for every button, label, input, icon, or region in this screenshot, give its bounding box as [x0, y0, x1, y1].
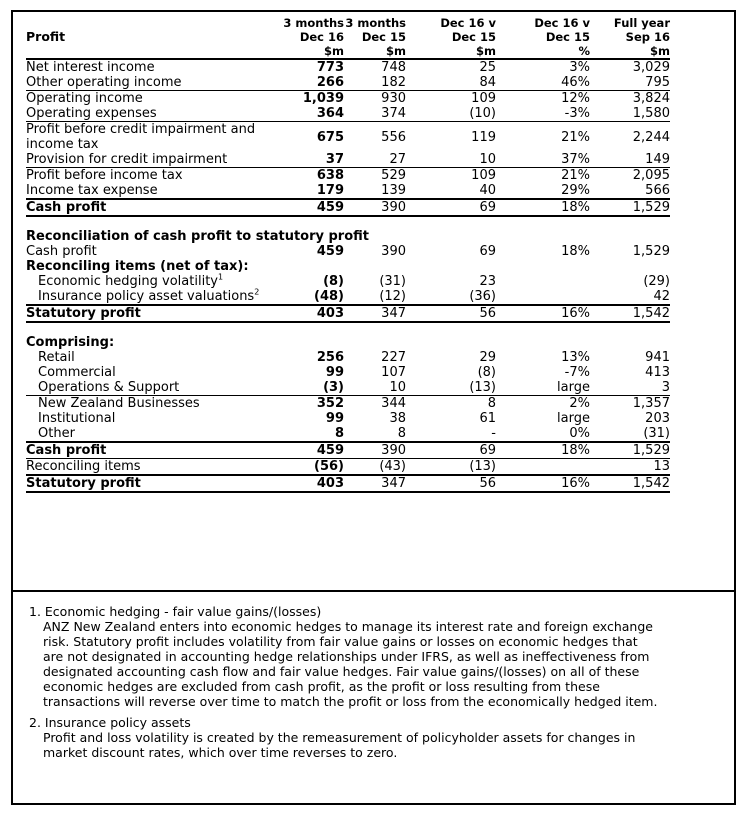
- cell: 459: [274, 199, 344, 216]
- cell: (8): [323, 274, 344, 289]
- table-row-total: [26, 305, 670, 322]
- cell: 139: [381, 183, 406, 198]
- cell: (13): [406, 459, 496, 476]
- cell: 23: [479, 274, 496, 289]
- cell: 347: [344, 305, 406, 322]
- col-header: %: [496, 44, 590, 59]
- col-header: Dec 15: [451, 30, 496, 44]
- cell: 256: [316, 350, 344, 365]
- cell: 347: [344, 475, 406, 492]
- row-label: Statutory profit: [26, 305, 274, 322]
- table-row: [26, 350, 670, 365]
- table-row: [26, 122, 670, 153]
- col-header: 3 months: [283, 16, 344, 30]
- cell: 182: [344, 75, 406, 91]
- row-label: New Zealand Businesses: [26, 396, 274, 412]
- row-label: Operating expenses: [26, 106, 157, 121]
- section-heading-row: [26, 259, 670, 274]
- cell: (48): [314, 289, 344, 304]
- cell: 1,357: [590, 396, 670, 412]
- cell: 748: [381, 60, 406, 75]
- cell: 203: [645, 411, 670, 426]
- cell: 403: [274, 305, 344, 322]
- table-title: Profit: [26, 29, 66, 44]
- cell: 38: [389, 411, 406, 426]
- cell: 773: [316, 60, 344, 75]
- table-row: [26, 168, 670, 184]
- cell: 795: [590, 75, 670, 91]
- footnote-line: designated accounting cash flow and fair value hedges. Fair value gains/(losses) on all of these: [43, 664, 640, 679]
- cell: 21%: [496, 122, 590, 153]
- footnote-line: ANZ New Zealand enters into economic hedges to manage its interest rate and foreign exchange: [43, 619, 653, 634]
- cell: (10): [406, 106, 496, 122]
- row-label: [26, 122, 274, 153]
- table-row: [26, 59, 670, 75]
- cell: 8: [406, 396, 496, 412]
- cell: 390: [344, 199, 406, 216]
- row-label: Provision for credit impairment: [26, 152, 228, 167]
- cell: 0%: [569, 426, 590, 441]
- cell: (36): [469, 289, 496, 304]
- col-header: $m: [406, 44, 496, 59]
- footnote-line: transactions will reverse over time to match the profit or loss from the economically hedged item.: [43, 694, 658, 709]
- cell: 18%: [496, 199, 590, 216]
- col-header: $m: [274, 44, 344, 59]
- cell: 16%: [496, 305, 590, 322]
- cell: 40: [479, 183, 496, 198]
- cell: 179: [316, 183, 344, 198]
- table-row: [26, 459, 670, 476]
- cell: 459: [274, 442, 344, 459]
- row-label-text: Economic hedging volatility: [38, 274, 218, 289]
- row-label: Net interest income: [26, 60, 155, 75]
- footnote-1-body: [29, 619, 720, 709]
- section-heading: Reconciliation of cash profit to statutory profit: [26, 229, 370, 244]
- footnote-1-title: 1. Economic hedging - fair value gains/(losses): [29, 604, 322, 619]
- row-label: Other operating income: [26, 75, 182, 90]
- table-row: [26, 106, 670, 122]
- cell: 16%: [496, 475, 590, 492]
- table-row: [26, 426, 670, 442]
- table-row: [26, 365, 670, 380]
- row-label-text: Insurance policy asset valuations: [38, 289, 255, 304]
- row-label: Commercial: [38, 365, 116, 380]
- cell: 3,824: [590, 91, 670, 107]
- cell: 10: [344, 380, 406, 396]
- cell: 18%: [496, 442, 590, 459]
- row-label-line: income tax: [26, 137, 99, 152]
- cell: (56): [274, 459, 344, 476]
- table-row: [26, 152, 670, 168]
- cell: 69: [479, 244, 496, 259]
- cell: 403: [274, 475, 344, 492]
- row-label: Operating income: [26, 91, 274, 107]
- cell: 84: [406, 75, 496, 91]
- cell: [496, 459, 590, 476]
- footnote-line: Profit and loss volatility is created by the remeasurement of policyholder assets for changes in: [43, 730, 636, 745]
- cell: 109: [406, 168, 496, 184]
- footnote-line: market discount rates, which over time reverses to zero.: [43, 745, 398, 760]
- table-row: [26, 75, 670, 91]
- cell: 10: [406, 152, 496, 168]
- cell: 529: [344, 168, 406, 184]
- cell: -3%: [496, 106, 590, 122]
- table-row-total: [26, 475, 670, 492]
- footnote-2-body: [29, 730, 720, 760]
- cell: 99: [325, 411, 344, 426]
- col-header: 3 months: [345, 16, 406, 30]
- cell: 1,542: [590, 305, 670, 322]
- section-heading-row: [26, 229, 670, 244]
- table-row: [26, 244, 670, 259]
- cell: 29%: [561, 183, 590, 198]
- col-header: $m: [344, 44, 406, 59]
- cell: 266: [274, 75, 344, 91]
- cell: 119: [406, 122, 496, 153]
- cell: (12): [379, 289, 406, 304]
- section-heading-row: [26, 335, 670, 350]
- cell: 1,542: [590, 475, 670, 492]
- footnote-line: economic hedges are excluded from cash profit, as the profit or loss resulting from these: [43, 679, 600, 694]
- cell: 99: [325, 365, 344, 380]
- cell: 42: [653, 289, 670, 304]
- cell: large: [496, 380, 590, 396]
- cell: 390: [344, 442, 406, 459]
- cell: -: [491, 426, 496, 441]
- cell: 3,029: [632, 60, 670, 75]
- cell: 13: [590, 459, 670, 476]
- cell: 69: [406, 199, 496, 216]
- cell: (13): [406, 380, 496, 396]
- cell: 18%: [561, 244, 590, 259]
- cell: 46%: [496, 75, 590, 91]
- cell: 1,580: [590, 106, 670, 122]
- cell: 61: [479, 411, 496, 426]
- col-header: Dec 15: [545, 30, 590, 44]
- footnote-ref: 1: [218, 272, 224, 282]
- col-header: Dec 16 v: [440, 16, 496, 30]
- cell: large: [557, 411, 590, 426]
- header-row-1: [26, 16, 670, 30]
- cell: 1,529: [632, 244, 670, 259]
- table-row-total: [26, 199, 670, 216]
- col-header: Dec 16 v: [534, 16, 590, 30]
- cell: 344: [344, 396, 406, 412]
- header-row-3: [26, 44, 670, 59]
- cell: 8: [397, 426, 406, 441]
- row-label: Statutory profit: [26, 475, 274, 492]
- col-header: Sep 16: [625, 30, 670, 44]
- table-row: [26, 396, 670, 412]
- cell: [496, 274, 590, 289]
- cell: 56: [406, 305, 496, 322]
- cell: 352: [274, 396, 344, 412]
- cell: 8: [334, 426, 344, 441]
- cell: 374: [344, 106, 406, 122]
- cell: 675: [274, 122, 344, 153]
- footnote-ref: 2: [254, 287, 260, 297]
- row-label: Profit before income tax: [26, 168, 274, 184]
- footnote-line: risk. Statutory profit includes volatility from fair value gains or losses on economic hedges that: [43, 634, 638, 649]
- col-header: $m: [590, 44, 670, 59]
- col-header: Dec 15: [361, 30, 406, 44]
- cell: 3: [590, 380, 670, 396]
- cell: (8): [477, 365, 496, 380]
- cell: 638: [274, 168, 344, 184]
- table-row: [26, 411, 670, 426]
- cell: 2,095: [590, 168, 670, 184]
- col-header: Dec 16: [299, 30, 344, 44]
- row-label-line: Profit before credit impairment and: [26, 122, 256, 137]
- footnotes: [13, 590, 734, 760]
- cell: (3): [274, 380, 344, 396]
- row-label: [26, 289, 274, 305]
- cell: 69: [406, 442, 496, 459]
- cell: 3%: [569, 60, 590, 75]
- header-row-2: [26, 30, 670, 44]
- table-row: [26, 289, 670, 305]
- cell: 149: [590, 152, 670, 168]
- cell: (31): [643, 426, 670, 441]
- cell: 21%: [496, 168, 590, 184]
- cell: 227: [381, 350, 406, 365]
- cell: 390: [381, 244, 406, 259]
- col-header: Full year: [613, 16, 670, 30]
- cell: 459: [316, 244, 344, 259]
- cell: 1,039: [274, 91, 344, 107]
- cell: 12%: [496, 91, 590, 107]
- profit-table-frame: [11, 10, 736, 805]
- cell: 364: [274, 106, 344, 122]
- cell: 27: [344, 152, 406, 168]
- cell: 1,529: [590, 442, 670, 459]
- table-row: [26, 91, 670, 107]
- row-label: Cash profit: [26, 442, 274, 459]
- cell: 941: [645, 350, 670, 365]
- row-label: Other: [38, 426, 75, 441]
- cell: (43): [344, 459, 406, 476]
- cell: (29): [643, 274, 670, 289]
- row-label: Cash profit: [26, 199, 274, 216]
- cell: 37: [274, 152, 344, 168]
- cell: 1,529: [590, 199, 670, 216]
- cell: [496, 289, 590, 305]
- cell: (31): [379, 274, 406, 289]
- cell: 556: [344, 122, 406, 153]
- row-label: Retail: [38, 350, 75, 365]
- cell: 107: [381, 365, 406, 380]
- table-row: [26, 183, 670, 199]
- cell: 37%: [496, 152, 590, 168]
- cell: 566: [645, 183, 670, 198]
- row-label: Institutional: [38, 411, 116, 426]
- row-label: [26, 274, 274, 289]
- row-label: Income tax expense: [26, 183, 158, 198]
- cell: -7%: [564, 365, 590, 380]
- section-heading: Reconciling items (net of tax):: [26, 259, 249, 274]
- cell: 29: [479, 350, 496, 365]
- table-row: [26, 274, 670, 289]
- row-label: Operations & Support: [38, 380, 180, 395]
- cell: 2%: [496, 396, 590, 412]
- row-label: Reconciling items: [26, 459, 274, 476]
- row-label: Cash profit: [26, 244, 97, 259]
- cell: 2,244: [590, 122, 670, 153]
- table-row-total: [26, 442, 670, 459]
- footnote-line: are not designated in accounting hedge relationships under IFRS, as well as ineffectiveness from: [43, 649, 650, 664]
- section-heading: Comprising:: [26, 335, 115, 350]
- cell: 13%: [561, 350, 590, 365]
- table-row: [26, 380, 670, 396]
- cell: 56: [406, 475, 496, 492]
- cell: 413: [645, 365, 670, 380]
- profit-table: [26, 16, 670, 493]
- cell: 25: [479, 60, 496, 75]
- footnote-2-title: 2. Insurance policy assets: [29, 715, 191, 730]
- cell: 930: [344, 91, 406, 107]
- cell: 109: [406, 91, 496, 107]
